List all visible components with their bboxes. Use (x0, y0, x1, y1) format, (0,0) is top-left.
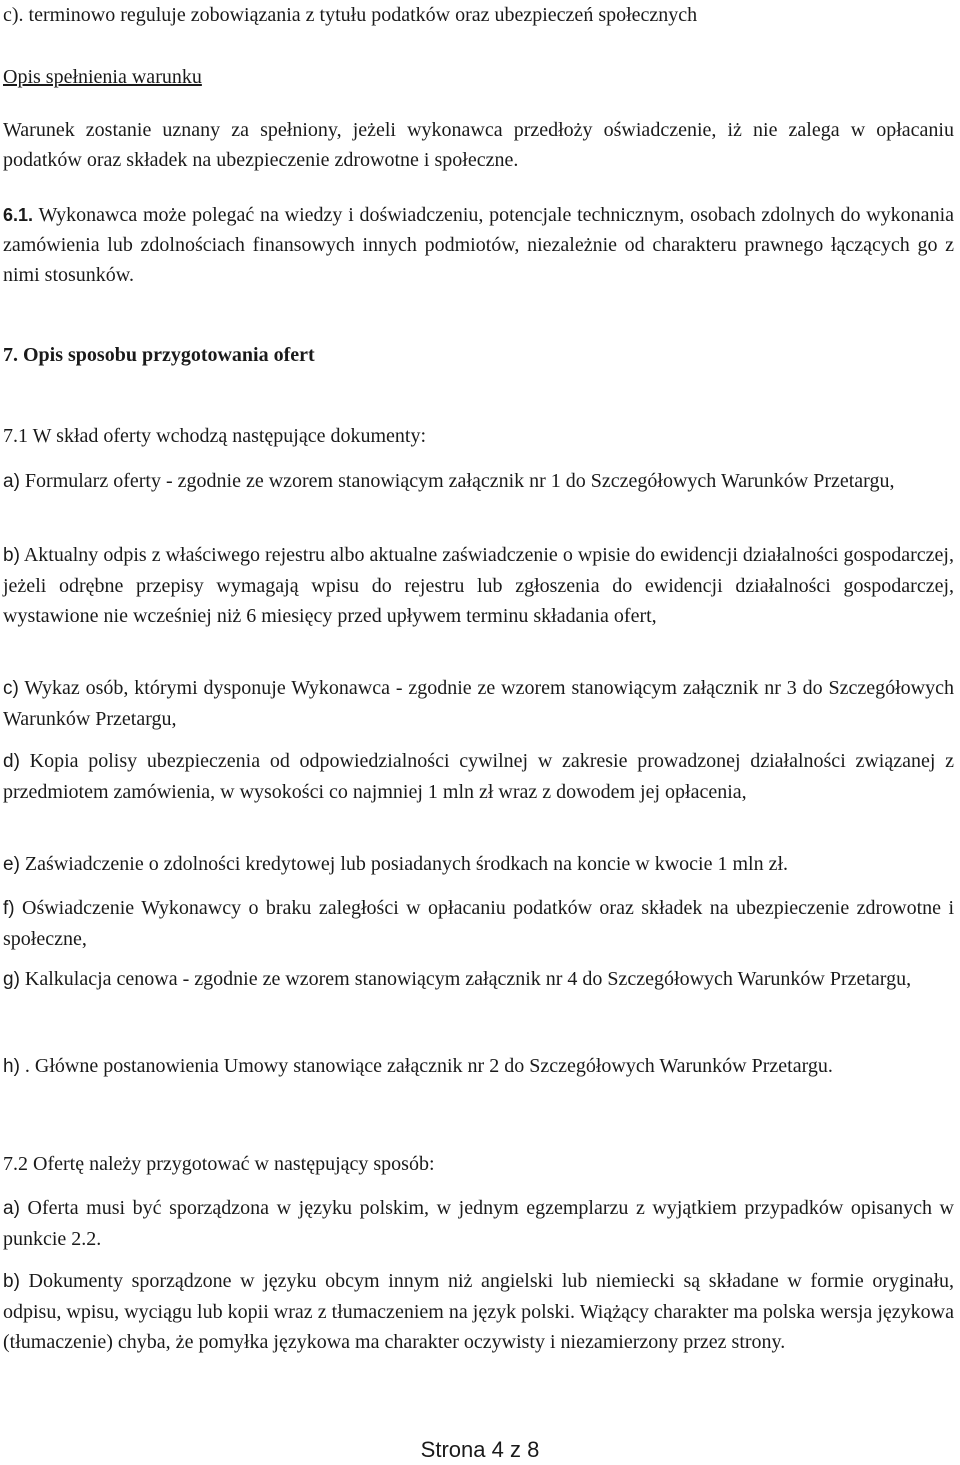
condition-description-text: Warunek zostanie uznany za spełniony, jeżeli wykonawca przedłoży oświadczenie, iż nie zalega w opłacaniu podatków oraz składek na ubezpieczenie zdrowotne i społeczne. (3, 119, 954, 171)
list-item-text: Kalkulacja cenowa - zgodnie ze wzorem stanowiącym załącznik nr 4 do Szczegółowych Warunków Przetargu, (24, 968, 912, 990)
list-item-a (3, 466, 954, 497)
list-item-d (3, 746, 954, 807)
page-number-footer: Strona 4 z 8 (420, 1437, 540, 1462)
list-item-c (3, 673, 954, 734)
list-item-h (3, 1051, 954, 1082)
list-item-g (3, 964, 954, 995)
list-item-label: g) (3, 969, 20, 990)
condition-description-title: Opis spełnienia warunku (3, 66, 202, 88)
list-item-label: a) (3, 471, 20, 492)
list-item-text: Wykaz osób, którymi dysponuje Wykonawca - zgodnie ze wzorem stanowiącym załącznik nr 3 do Szczegółowych Warunków Przetargu, (3, 677, 955, 730)
list-item-e (3, 849, 954, 880)
list-item-label: d) (3, 751, 20, 772)
section-7-1-intro: 7.1 W skład oferty wchodzą następujące dokumenty: (3, 425, 427, 447)
list-item-b (3, 540, 954, 631)
list-item-text: . Główne postanowienia Umowy stanowiące załącznik nr 2 do Szczegółowych Warunków Przetargu. (24, 1055, 833, 1077)
list-item-label: h) (3, 1056, 20, 1077)
list-item-label: f) (3, 898, 15, 919)
section-6-1-number: 6.1. (3, 205, 34, 225)
list-item-f (3, 893, 954, 954)
list-item-text: Zaświadczenie o zdolności kredytowej lub posiadanych środkach na koncie w kwocie 1 mln zł. (24, 853, 789, 875)
list-item-label: b) (3, 545, 20, 566)
list-item-label: e) (3, 854, 20, 875)
list-item-label: b) (3, 1271, 20, 1292)
list-item-text: Aktualny odpis z właściwego rejestru albo aktualne zaświadczenie o wpisie do ewidencji działalności gospodarczej, jeżeli odrębne przepisy wymagają wpisu do rejestru lub zgłoszenia do ewidencji działalności gospodarczej, wystawione nie wcześniej niż 6 miesięcy przed upływem terminu składania ofert, (3, 544, 954, 627)
condition-heading: c). terminowo reguluje zobowiązania z tytułu podatków oraz ubezpieczeń społecznych (3, 4, 698, 26)
section-7-title: 7. Opis sposobu przygotowania ofert (3, 344, 315, 366)
list-item-label: c) (3, 678, 19, 699)
list-item-text: Kopia polisy ubezpieczenia od odpowiedzialności cywilnej w zakresie prowadzonej działalności związanej z przedmiotem zamówienia, w wysokości co najmniej 1 mln zł wraz z dowodem jej opłacenia, (3, 750, 955, 803)
list-item-7-2-b (3, 1266, 954, 1357)
section-6-1 (3, 200, 954, 290)
list-item-text: Oświadczenie Wykonawcy o braku zaległości w opłacaniu podatków oraz składek na ubezpieczenie zdrowotne i społeczne, (3, 897, 955, 950)
section-6-1-text: Wykonawca może polegać na wiedzy i doświadczeniu, potencjale technicznym, osobach zdolnych do wykonania zamówienia lub zdolnościach finansowych innych podmiotów, niezależnie od charakteru prawnego łączących go z nimi stosunków. (3, 204, 954, 286)
list-item-text: Oferta musi być sporządzona w języku polskim, w jednym egzemplarzu z wyjątkiem przypadków opisanych w punkcie 2.2. (3, 1197, 955, 1250)
section-7-2-intro: 7.2 Ofertę należy przygotować w następujący sposób: (3, 1153, 435, 1175)
list-item-7-2-a (3, 1193, 954, 1254)
list-item-text: Dokumenty sporządzone w języku obcym innym niż angielski lub niemiecki są składane w formie oryginału, odpisu, wpisu, wyciągu lub kopii wraz z tłumaczeniem na język polski. Wiążący charakter ma polska wersja językowa (tłumaczenie) chyba, że pomyłka językowa ma charakter oczywisty i niezamierzony przez strony. (3, 1270, 954, 1353)
list-item-label: a) (3, 1198, 20, 1219)
list-item-text: Formularz oferty - zgodnie ze wzorem stanowiącym załącznik nr 1 do Szczegółowych Warunków Przetargu, (24, 470, 895, 492)
